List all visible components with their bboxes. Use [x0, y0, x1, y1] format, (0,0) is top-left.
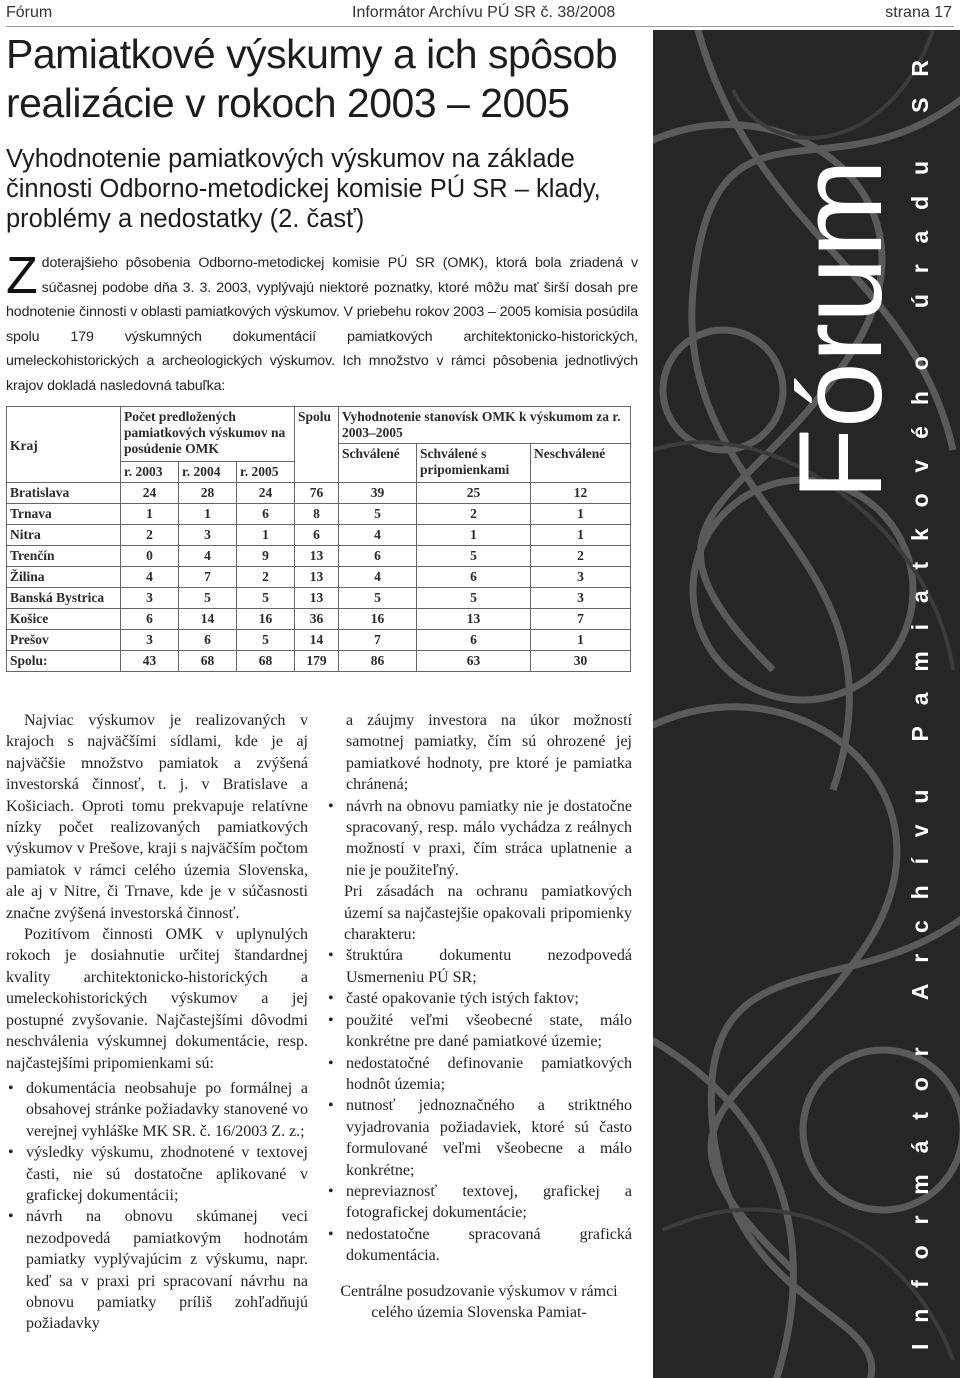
cell-value: 6 — [237, 504, 295, 525]
cell-value: 179 — [295, 651, 339, 672]
cell-value: 63 — [417, 651, 531, 672]
cell-value: 5 — [179, 588, 237, 609]
cell-region: Trenčín — [7, 546, 121, 567]
cell-value: 5 — [339, 588, 417, 609]
sidebar-art — [653, 30, 960, 1378]
subtitle-line: činnosti Odborno-metodickej komisie PÚ SR – klady, — [6, 175, 601, 203]
cell-value: 30 — [531, 651, 631, 672]
list-item: • návrh na obnovu pamiatky nie je dostatočne spracovaný, resp. málo vychádza z reálnych možností v praxi, čím stráca uplatnenie a nie je použiteľný. — [326, 796, 632, 882]
paragraph: Najviac výskumov je realizovaných v krajoch s najväčšími sídlami, kde je aj najväčšie množstvo pamiatok a zvýšená investorská činnosť, t. j. v Bratislave a Košiciach. Oproti tomu prekvapuje relatívne nízky počet realizovaných pamiatkových výskumov v Prešove, kraji s najväčším počtom pamiatok v rámci celého územia Slovenska, ale aj v Nitre, či Trnave, kde je v súčasnosti značne zvýšená investorská činnosť. — [6, 712, 308, 922]
article-title — [6, 30, 638, 128]
table-row — [7, 609, 631, 630]
cell-value: 0 — [121, 546, 179, 567]
list-item: • štruktúra dokumentu nezodpovedá Usmerneniu PÚ SR; — [326, 945, 632, 988]
cell-value: 5 — [237, 630, 295, 651]
cell-value: 5 — [339, 504, 417, 525]
cell-value: 76 — [295, 483, 339, 504]
cell-value: 2 — [237, 567, 295, 588]
cell-value: 25 — [417, 483, 531, 504]
list-item: • návrh na obnovu skúmanej veci nezodpovedá pamiatkovým hodnotám pamiatky vyplývajúcim z výskumu, napr. keď sa v praxi pri spracovaní návrhu na obnovu pamiatky príliš zohľadňujú požiadavky — [6, 1206, 308, 1334]
cell-value: 9 — [237, 546, 295, 567]
list-item: • nepreviaznosť textovej, grafickej a fotografickej dokumentácie; — [326, 1181, 632, 1224]
page-header — [6, 4, 954, 27]
table-row — [7, 567, 631, 588]
header-r2003: r. 2003 — [121, 462, 179, 483]
cell-value: 1 — [531, 525, 631, 546]
cell-region: Trnava — [7, 504, 121, 525]
table-row — [7, 546, 631, 567]
paragraph: Centrálne posudzovanie výskumov v rámci celého územia Slovenska Pamiat- — [340, 1282, 618, 1321]
article — [6, 30, 638, 398]
cell-value: 1 — [237, 525, 295, 546]
cell-value: 68 — [237, 651, 295, 672]
column-right — [326, 710, 632, 1323]
bullet-list — [326, 945, 632, 1266]
dropcap: Z — [6, 247, 38, 305]
table-row — [7, 525, 631, 546]
publication-label: Informátor Archívu PÚ SR č. 38/2008 — [352, 4, 616, 21]
title-line: Pamiatkové výskumy a ich spôsob — [6, 31, 618, 77]
header-kraj: Kraj — [7, 407, 121, 483]
cell-value: 1 — [179, 504, 237, 525]
cell-value: 16 — [237, 609, 295, 630]
cell-value: 2 — [417, 504, 531, 525]
cell-region: Košice — [7, 609, 121, 630]
cell-value: 1 — [417, 525, 531, 546]
cell-value: 13 — [295, 588, 339, 609]
cell-value: 5 — [237, 588, 295, 609]
header-spolu: Spolu — [295, 407, 339, 483]
cell-value: 43 — [121, 651, 179, 672]
bullet-list — [326, 796, 632, 882]
lead-text: doterajšieho pôsobenia Odborno-metodickej komisie PÚ SR (OMK), ktorá bola zriadená v súčasnej podobe dňa 3. 3. 2003, vyplývajú niektoré poznatky, ktoré môžu mať širší dosah pre hodnotenie činnosti v oblasti pamiatkových výskumov. V priebehu rokov 2003 – 2005 komisia posúdila spolu 179 výskumných dokumentácií pamiatkových architektonicko-historických, umeleckohistorických a archeologických výskumov. Ich množstvo v rámci pôsobenia jednotlivých krajov dokladá nasledovná tabuľka: — [6, 255, 638, 394]
list-item: • nedostatočné definovanie pamiatkových hodnôt územia; — [326, 1053, 632, 1096]
title-line: realizácie v rokoch 2003 – 2005 — [6, 80, 570, 126]
header-r2005: r. 2005 — [237, 462, 295, 483]
list-item: • nutnosť jednoznačného a striktného vyjadrovania požiadaviek, ktoré sú často formulované veľmi všeobecne a málo konkrétne; — [326, 1095, 632, 1181]
paragraph: Pozitívom činnosti OMK v uplynulých rokoch je dosiahnutie určitej štandardnej kvality architektonicko-historických a umeleckohistorických výskumov a jej postupné zvyšovanie. Najčastejšími dôvodmi neschválenia výskumnej dokumentácie, resp. najčastejšími pripomienkami sú: — [6, 926, 308, 1072]
cell-value: 16 — [339, 609, 417, 630]
cell-value: 39 — [339, 483, 417, 504]
header-neschvalene: Neschválené — [531, 444, 631, 483]
header-pocet: Počet predložených pamiatkových výskumov na posúdenie OMK — [121, 407, 295, 462]
table-row — [7, 483, 631, 504]
cell-value: 4 — [179, 546, 237, 567]
cell-value: 5 — [417, 546, 531, 567]
bullet-list — [6, 1078, 308, 1335]
table-row — [7, 588, 631, 609]
cell-value: 14 — [179, 609, 237, 630]
cell-value: 24 — [237, 483, 295, 504]
cell-value: 2 — [121, 525, 179, 546]
subtitle-line: problémy a nedostatky (2. časť) — [6, 205, 365, 233]
cell-value: 3 — [531, 588, 631, 609]
cell-value: 36 — [295, 609, 339, 630]
table-body — [7, 483, 631, 672]
cell-region: Žilina — [7, 567, 121, 588]
table-row — [7, 630, 631, 651]
cell-value: 24 — [121, 483, 179, 504]
cell-value: 1 — [531, 504, 631, 525]
cell-value: 4 — [121, 567, 179, 588]
article-subtitle — [6, 144, 638, 234]
cell-value: 4 — [339, 525, 417, 546]
cell-region: Nitra — [7, 525, 121, 546]
list-item: • výsledky výskumu, zhodnotené v textovej časti, nie sú dostatočne aplikované v grafickej dokumentácii; — [6, 1142, 308, 1206]
cell-value: 5 — [417, 588, 531, 609]
header-schvalene: Schválené — [339, 444, 417, 483]
cell-value: 14 — [295, 630, 339, 651]
paragraph: Pri zásadách na ochranu pamiatkových území sa najčastejšie opakovali pripomienky charakteru: — [344, 883, 632, 944]
cell-value: 3 — [531, 567, 631, 588]
section-label: Fórum — [6, 4, 53, 21]
cell-value: 6 — [339, 546, 417, 567]
list-item-continuation: a záujmy investora na úkor možností samotnej pamiatky, čím sú ohrozené jej pamiatkové hodnoty, pre ktoré je pamiatka chránená; — [346, 712, 632, 794]
cell-region: Banská Bystrica — [7, 588, 121, 609]
header-vyhodnotenie: Vyhodnotenie stanovísk OMK k výskumom za r. 2003–2005 — [339, 407, 631, 444]
header-r2004: r. 2004 — [179, 462, 237, 483]
page-number: strana 17 — [885, 4, 952, 21]
cell-value: 6 — [295, 525, 339, 546]
cell-value: 3 — [121, 588, 179, 609]
cell-value: 2 — [531, 546, 631, 567]
cell-value: 6 — [121, 609, 179, 630]
sidebar-title: Fórum — [775, 159, 907, 500]
cell-value: 13 — [417, 609, 531, 630]
lead-paragraph — [6, 247, 638, 398]
table-row — [7, 504, 631, 525]
cell-value: 3 — [179, 525, 237, 546]
cell-value: 28 — [179, 483, 237, 504]
list-item: • dokumentácia neobsahuje po formálnej a obsahovej stránke požiadavky stanovené vo verejnej vyhláške MK SR. č. 16/2003 Z. z.; — [6, 1078, 308, 1142]
cell-region: Prešov — [7, 630, 121, 651]
cell-value: 7 — [339, 630, 417, 651]
cell-value: 12 — [531, 483, 631, 504]
cell-value: 4 — [339, 567, 417, 588]
column-left — [6, 710, 308, 1335]
cell-value: 6 — [417, 630, 531, 651]
list-item: • časté opakovanie tých istých faktov; — [326, 988, 632, 1009]
sidebar-banner — [653, 30, 960, 1378]
sidebar-vertical-text: Informátor Archívu Pamiatkového úradu SR — [907, 60, 933, 1350]
cell-value: 6 — [179, 630, 237, 651]
subtitle-line: Vyhodnotenie pamiatkových výskumov na základe — [6, 145, 575, 173]
cell-value: 6 — [417, 567, 531, 588]
cell-value: 8 — [295, 504, 339, 525]
regions-table — [6, 406, 631, 672]
cell-region: Spolu: — [7, 651, 121, 672]
cell-value: 1 — [121, 504, 179, 525]
cell-region: Bratislava — [7, 483, 121, 504]
cell-value: 13 — [295, 567, 339, 588]
list-item: • nedostatočne spracovaná grafická dokumentácia. — [326, 1224, 632, 1267]
cell-value: 3 — [121, 630, 179, 651]
cell-value: 68 — [179, 651, 237, 672]
table-row — [7, 651, 631, 672]
header-schvalene-pripomienky: Schválené s pripomienkami — [417, 444, 531, 483]
cell-value: 7 — [179, 567, 237, 588]
list-item: • použité veľmi všeobecné state, málo konkrétne pre dané pamiatkové územie; — [326, 1010, 632, 1053]
cell-value: 7 — [531, 609, 631, 630]
cell-value: 1 — [531, 630, 631, 651]
cell-value: 13 — [295, 546, 339, 567]
cell-value: 86 — [339, 651, 417, 672]
